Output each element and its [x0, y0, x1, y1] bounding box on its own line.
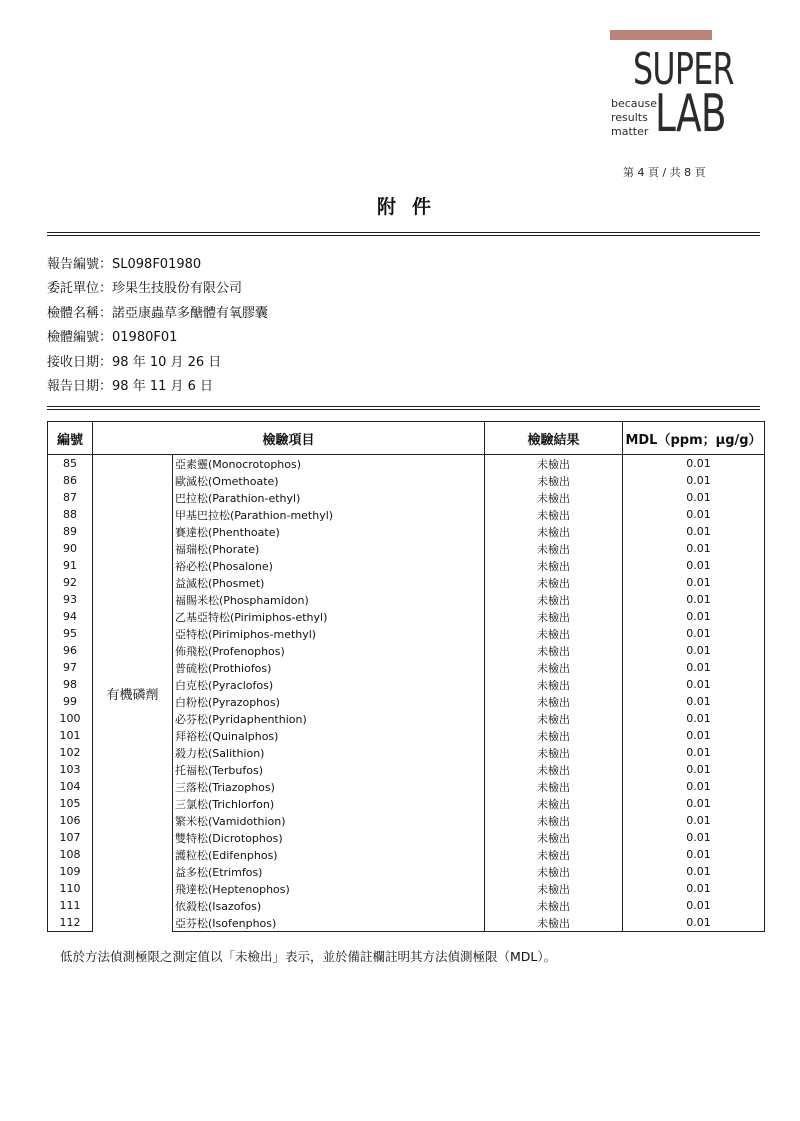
- test-result: 未檢出: [485, 523, 623, 540]
- test-item: 裕必松(Phosalone): [173, 557, 485, 574]
- logo-tagline: [611, 97, 661, 139]
- page-title: 附件: [376, 196, 447, 218]
- row-number: 88: [48, 506, 93, 523]
- logo-tagline-line: matter: [611, 125, 649, 138]
- row-number: 104: [48, 778, 93, 795]
- info-label: 檢體編號：: [47, 330, 113, 346]
- test-result: 未檢出: [485, 557, 623, 574]
- test-result: 未檢出: [485, 455, 623, 473]
- footnote: 低於方法偵測極限之測定值以「未檢出」表示，並於備註欄註明其方法偵測極限（MDL）。: [60, 949, 557, 964]
- logo-tagline-line: because: [611, 97, 658, 110]
- mdl-value: 0.01: [623, 897, 765, 914]
- test-item: 益滅松(Phosmet): [173, 574, 485, 591]
- logo-super-text: SUPER: [633, 44, 734, 95]
- row-number: 87: [48, 489, 93, 506]
- test-item: 亞特松(Pirimiphos-methyl): [173, 625, 485, 642]
- info-label: 報告日期：: [47, 378, 113, 394]
- test-item: 托福松(Terbufos): [173, 761, 485, 778]
- divider: [47, 406, 760, 410]
- test-item: 白粉松(Pyrazophos): [173, 693, 485, 710]
- row-number: 93: [48, 591, 93, 608]
- mdl-value: 0.01: [623, 540, 765, 557]
- info-value: 98 年 10 月 26 日: [112, 354, 222, 370]
- test-item: 三氯松(Trichlorfon): [173, 795, 485, 812]
- header-result: 檢驗結果: [485, 422, 623, 455]
- test-result: 未檢出: [485, 846, 623, 863]
- test-result: 未檢出: [485, 761, 623, 778]
- header-mdl: MDL（ppm；μg/g）: [623, 422, 765, 455]
- row-number: 108: [48, 846, 93, 863]
- row-number: 91: [48, 557, 93, 574]
- test-item: 益多松(Etrimfos): [173, 863, 485, 880]
- row-number: 94: [48, 608, 93, 625]
- test-result: 未檢出: [485, 591, 623, 608]
- mdl-value: 0.01: [623, 574, 765, 591]
- mdl-value: 0.01: [623, 795, 765, 812]
- info-row: [47, 351, 268, 375]
- logo-tagline-line: results: [611, 111, 648, 124]
- header-no: 編號: [48, 422, 93, 455]
- mdl-value: 0.01: [623, 846, 765, 863]
- test-result: 未檢出: [485, 642, 623, 659]
- report-info: [47, 253, 268, 399]
- table-row: [48, 455, 765, 473]
- row-number: 95: [48, 625, 93, 642]
- test-item: 白克松(Pyraclofos): [173, 676, 485, 693]
- test-result: 未檢出: [485, 710, 623, 727]
- category-cell: 有機磷劑: [93, 455, 173, 932]
- mdl-value: 0.01: [623, 659, 765, 676]
- mdl-value: 0.01: [623, 676, 765, 693]
- test-result: 未檢出: [485, 778, 623, 795]
- row-number: 111: [48, 897, 93, 914]
- info-value: 諾亞康蟲草多醣體有氧膠囊: [112, 305, 269, 321]
- info-value: 01980F01: [112, 330, 178, 346]
- row-number: 98: [48, 676, 93, 693]
- mdl-value: 0.01: [623, 591, 765, 608]
- mdl-value: 0.01: [623, 812, 765, 829]
- row-number: 103: [48, 761, 93, 778]
- test-item: 護粒松(Edifenphos): [173, 846, 485, 863]
- test-result: 未檢出: [485, 727, 623, 744]
- test-item: 必芬松(Pyridaphenthion): [173, 710, 485, 727]
- info-label: 接收日期：: [47, 354, 113, 370]
- test-item: 依殺松(Isazofos): [173, 897, 485, 914]
- row-number: 112: [48, 914, 93, 932]
- test-result: 未檢出: [485, 812, 623, 829]
- info-row: [47, 302, 268, 326]
- row-number: 85: [48, 455, 93, 473]
- test-result: 未檢出: [485, 829, 623, 846]
- mdl-value: 0.01: [623, 710, 765, 727]
- header-item: 檢驗項目: [93, 422, 485, 455]
- test-result: 未檢出: [485, 472, 623, 489]
- test-result: 未檢出: [485, 625, 623, 642]
- test-item: 拜裕松(Quinalphos): [173, 727, 485, 744]
- mdl-value: 0.01: [623, 727, 765, 744]
- mdl-value: 0.01: [623, 455, 765, 473]
- test-item: 巴拉松(Parathion-ethyl): [173, 489, 485, 506]
- row-number: 109: [48, 863, 93, 880]
- test-result: 未檢出: [485, 744, 623, 761]
- row-number: 100: [48, 710, 93, 727]
- mdl-value: 0.01: [623, 523, 765, 540]
- test-result: 未檢出: [485, 506, 623, 523]
- test-result: 未檢出: [485, 659, 623, 676]
- mdl-value: 0.01: [623, 880, 765, 897]
- test-result: 未檢出: [485, 540, 623, 557]
- test-item: 殺力松(Salithion): [173, 744, 485, 761]
- test-item: 三落松(Triazophos): [173, 778, 485, 795]
- test-result: 未檢出: [485, 880, 623, 897]
- test-item: 雙特松(Dicrotophos): [173, 829, 485, 846]
- info-label: 報告編號：: [47, 257, 113, 272]
- info-value: 98 年 11 月 6 日: [112, 378, 214, 394]
- info-row: [47, 277, 268, 301]
- test-result: 未檢出: [485, 693, 623, 710]
- divider: [47, 232, 760, 236]
- mdl-value: 0.01: [623, 761, 765, 778]
- row-number: 99: [48, 693, 93, 710]
- logo-bar: [610, 30, 712, 40]
- info-row: [47, 326, 268, 350]
- test-item: 亞素靈(Monocrotophos): [173, 455, 485, 473]
- page-number: 第 4 頁 / 共 8 頁: [623, 166, 706, 179]
- test-item: 乙基亞特松(Pirimiphos-ethyl): [173, 608, 485, 625]
- info-value: SL098F01980: [112, 257, 202, 272]
- info-value: 珍果生技股份有限公司: [112, 281, 243, 297]
- test-item: 繁米松(Vamidothion): [173, 812, 485, 829]
- mdl-value: 0.01: [623, 693, 765, 710]
- mdl-value: 0.01: [623, 744, 765, 761]
- test-item: 亞芬松(Isofenphos): [173, 914, 485, 932]
- mdl-value: 0.01: [623, 863, 765, 880]
- mdl-value: 0.01: [623, 489, 765, 506]
- info-label: 檢體名稱：: [47, 305, 113, 321]
- test-item: 佈飛松(Profenophos): [173, 642, 485, 659]
- test-result: 未檢出: [485, 863, 623, 880]
- mdl-value: 0.01: [623, 625, 765, 642]
- test-item: 飛達松(Heptenophos): [173, 880, 485, 897]
- logo-lab-text: LAB: [655, 84, 726, 144]
- row-number: 101: [48, 727, 93, 744]
- mdl-value: 0.01: [623, 472, 765, 489]
- test-result: 未檢出: [485, 676, 623, 693]
- test-item: 普硫松(Prothiofos): [173, 659, 485, 676]
- test-item: 甲基巴拉松(Parathion-methyl): [173, 506, 485, 523]
- test-item: 賽達松(Phenthoate): [173, 523, 485, 540]
- mdl-value: 0.01: [623, 829, 765, 846]
- mdl-value: 0.01: [623, 642, 765, 659]
- test-item: 福瑞松(Phorate): [173, 540, 485, 557]
- row-number: 97: [48, 659, 93, 676]
- row-number: 110: [48, 880, 93, 897]
- row-number: 107: [48, 829, 93, 846]
- info-row: [47, 253, 268, 277]
- info-row: [47, 375, 268, 399]
- row-number: 106: [48, 812, 93, 829]
- test-result: 未檢出: [485, 489, 623, 506]
- test-result: 未檢出: [485, 914, 623, 932]
- mdl-value: 0.01: [623, 506, 765, 523]
- row-number: 89: [48, 523, 93, 540]
- mdl-value: 0.01: [623, 557, 765, 574]
- row-number: 96: [48, 642, 93, 659]
- row-number: 90: [48, 540, 93, 557]
- test-item: 歐滅松(Omethoate): [173, 472, 485, 489]
- row-number: 92: [48, 574, 93, 591]
- test-item: 福賜米松(Phosphamidon): [173, 591, 485, 608]
- mdl-value: 0.01: [623, 778, 765, 795]
- test-result: 未檢出: [485, 795, 623, 812]
- row-number: 105: [48, 795, 93, 812]
- mdl-value: 0.01: [623, 608, 765, 625]
- test-result: 未檢出: [485, 574, 623, 591]
- test-result: 未檢出: [485, 897, 623, 914]
- test-result: 未檢出: [485, 608, 623, 625]
- row-number: 86: [48, 472, 93, 489]
- info-label: 委託單位：: [47, 281, 113, 297]
- results-table: [47, 421, 765, 932]
- row-number: 102: [48, 744, 93, 761]
- mdl-value: 0.01: [623, 914, 765, 932]
